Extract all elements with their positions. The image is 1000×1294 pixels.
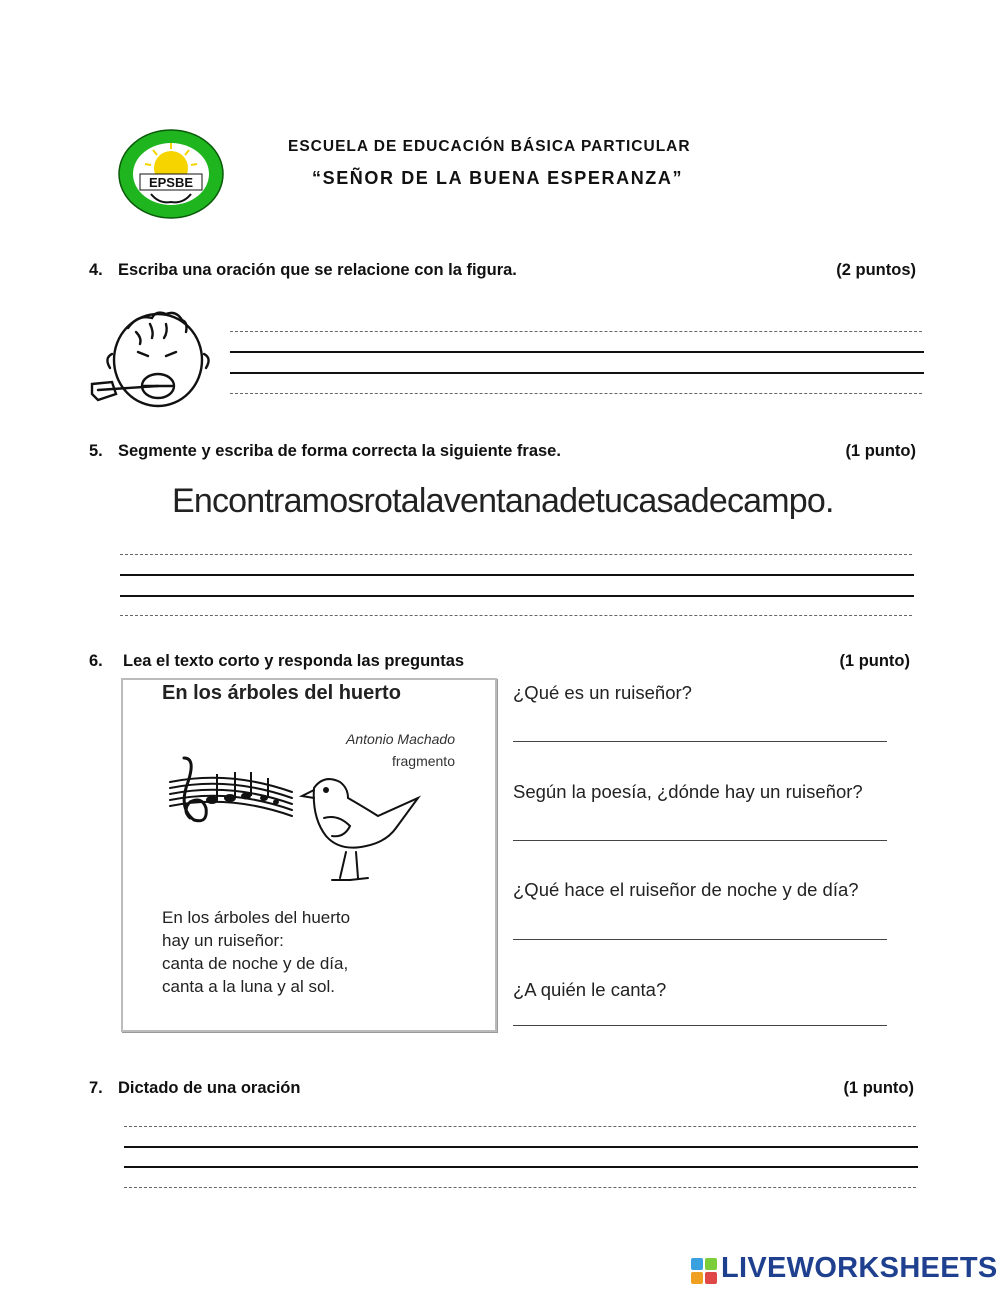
writing-line[interactable]	[120, 595, 914, 597]
writing-line[interactable]	[230, 372, 924, 374]
question-5-number: 5.	[89, 442, 103, 460]
question-6-text: Lea el texto corto y responda las preguntas	[123, 652, 465, 670]
question-5-text: Segmente y escriba de forma correcta la siguiente frase.	[118, 442, 561, 460]
answer-line-4[interactable]	[513, 1025, 887, 1026]
writing-guide-dashed	[124, 1187, 916, 1188]
question-7-text: Dictado de una oración	[118, 1079, 301, 1097]
question-4-points: (2 puntos)	[836, 261, 916, 279]
answer-line-3[interactable]	[513, 939, 887, 940]
reading-note: fragmento	[391, 753, 455, 769]
writing-guide-dashed	[120, 615, 912, 616]
writing-line[interactable]	[124, 1146, 918, 1148]
poem-line: hay un ruiseñor:	[162, 931, 284, 950]
writing-line[interactable]	[124, 1166, 918, 1168]
poem-text	[162, 906, 350, 998]
answer-line-1[interactable]	[513, 741, 887, 742]
school-name: ESCUELA DE EDUCACIÓN BÁSICA PARTICULAR	[288, 138, 691, 155]
poem-line: En los árboles del huerto	[162, 908, 351, 927]
question-7-points: (1 punto)	[843, 1079, 914, 1097]
writing-guide-dashed	[230, 331, 922, 332]
question-5-points: (1 punto)	[845, 442, 916, 460]
writing-guide-dashed	[230, 393, 922, 394]
reading-question-4: ¿A quién le canta?	[513, 979, 667, 1000]
reading-author: Antonio Machado	[346, 731, 455, 747]
svg-text:EPSBE: EPSBE	[148, 175, 194, 190]
writing-line[interactable]	[230, 351, 924, 353]
poem-line: canta a la luna y al sol.	[162, 977, 335, 996]
unsegmented-phrase: Encontramosrotalaventanadetucasadecampo.	[172, 482, 834, 520]
reading-question-3: ¿Qué hace el ruiseñor de noche y de día?	[513, 879, 859, 900]
reading-question-1: ¿Qué es un ruiseñor?	[513, 682, 692, 703]
school-logo	[116, 128, 226, 220]
question-4-number: 4.	[89, 261, 103, 279]
school-subtitle: “SEÑOR DE LA BUENA ESPERANZA”	[312, 168, 684, 188]
poem-line: canta de noche y de día,	[162, 954, 349, 973]
reading-title: En los árboles del huerto	[162, 682, 401, 704]
answer-line-2[interactable]	[513, 840, 887, 841]
footer-brand[interactable]: LIVEWORKSHEETS	[721, 1252, 998, 1284]
reading-question-2: Según la poesía, ¿dónde hay un ruiseñor?	[513, 781, 863, 802]
question-6-points: (1 punto)	[839, 652, 910, 670]
question-4-text: Escriba una oración que se relacione con la figura.	[118, 261, 517, 279]
question-6-number: 6.	[89, 652, 103, 670]
question-7-number: 7.	[89, 1079, 103, 1097]
writing-guide-dashed	[124, 1126, 916, 1127]
writing-guide-dashed	[120, 554, 912, 555]
nightingale-singing-icon	[164, 748, 426, 894]
writing-line[interactable]	[120, 574, 914, 576]
child-brushing-teeth-icon	[88, 310, 218, 414]
liveworksheets-logo-icon	[690, 1257, 718, 1285]
